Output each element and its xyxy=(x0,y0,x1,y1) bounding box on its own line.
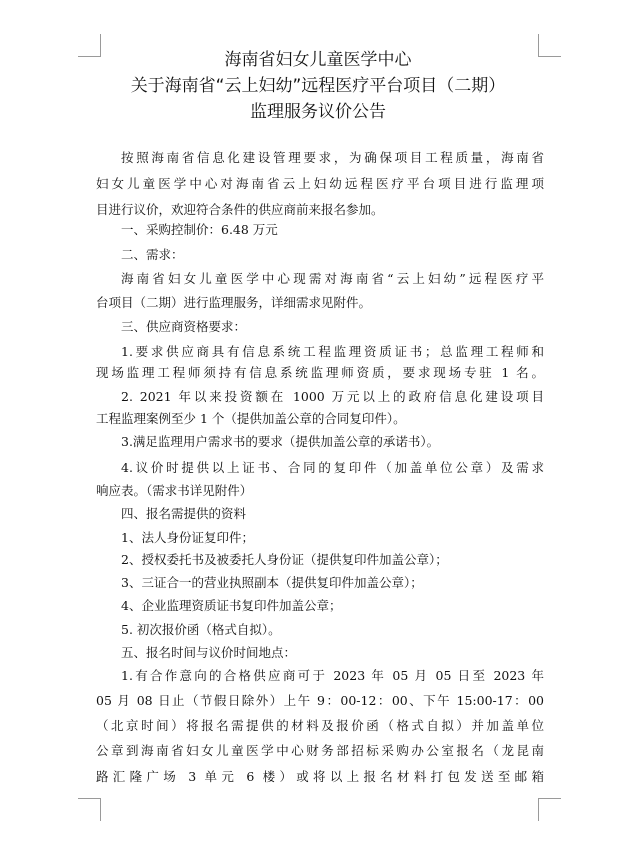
body-line: 二、需求： xyxy=(121,247,184,262)
body-line: 现场监理工程师须持有信息系统监理师资质，要求现场专驻 1 名。 xyxy=(96,365,544,380)
body-line: 五、报名时间与议价时间地点： xyxy=(121,645,297,660)
body-line: 妇女儿童医学中心对海南省云上妇幼远程医疗平台项目进行监理项 xyxy=(96,176,544,191)
body-line: 4.议价时提供以上证书、合同的复印件（加盖单位公章）及需求 xyxy=(121,460,544,475)
crop-mark-bottom-right xyxy=(538,798,561,821)
title-line-2: 关于海南省“云上妇幼”远程医疗平台项目（二期） xyxy=(130,76,506,96)
title-line-3: 监理服务议价公告 xyxy=(250,102,386,122)
body-line: 工程监理案例至少 1 个（提供加盖公章的合同复印件）。 xyxy=(96,411,406,426)
body-line: 台项目（二期）进行监理服务，详细需求见附件。 xyxy=(96,295,372,310)
body-line: 海南省妇女儿童医学中心现需对海南省“云上妇幼”远程医疗平 xyxy=(121,271,544,286)
body-line: （北京时间）将报名需提供的材料及报价函（格式自拟）并加盖单位 xyxy=(96,718,544,733)
body-line: 1、法人身份证复印件； xyxy=(121,530,254,545)
body-line: 5. 初次报价函（格式自拟）。 xyxy=(121,622,281,637)
body-line: 路汇隆广场 3 单元 6 楼）或将以上报名材料打包发送至邮箱 xyxy=(96,769,544,784)
body-line: 按照海南省信息化建设管理要求，为确保项目工程质量，海南省 xyxy=(121,150,544,165)
body-line: 2. 2021 年以来投资额在 1000 万元以上的政府信息化建设项目 xyxy=(121,389,544,404)
crop-mark-bottom-left xyxy=(78,798,101,821)
body-line: 响应表。（需求书详见附件） xyxy=(96,483,253,498)
body-line: 三、供应商资格要求： xyxy=(121,319,247,334)
body-line: 4、企业监理资质证书复印件加盖公章； xyxy=(121,598,342,613)
body-line: 公章到海南省妇女儿童医学中心财务部招标采购办公室报名（龙昆南 xyxy=(96,743,544,758)
body-line: 四、报名需提供的资料 xyxy=(121,506,247,521)
body-line: 2、授权委托书及被委托人身份证（提供复印件加盖公章）； xyxy=(121,552,448,567)
body-line: 3.满足监理用户需求书的要求（提供加盖公章的承诺书）。 xyxy=(121,434,440,449)
body-line: 05 月 08 日止（节假日除外）上午 9：00-12：00、下午 15:00-17：00 xyxy=(96,693,544,708)
title-line-1: 海南省妇女儿童医学中心 xyxy=(224,50,412,70)
body-line: 1.有合作意向的合格供应商可于 2023 年 05 月 05 日至 2023 年 xyxy=(121,668,544,683)
body-line: 3、三证合一的营业执照副本（提供复印件加盖公章）； xyxy=(121,575,423,590)
body-line: 1.要求供应商具有信息系统工程监理资质证书；总监理工程师和 xyxy=(121,344,544,359)
body-line: 目进行议价，欢迎符合条件的供应商前来报名参加。 xyxy=(96,202,384,217)
body-line: 一、采购控制价：6.48 万元 xyxy=(121,222,278,237)
